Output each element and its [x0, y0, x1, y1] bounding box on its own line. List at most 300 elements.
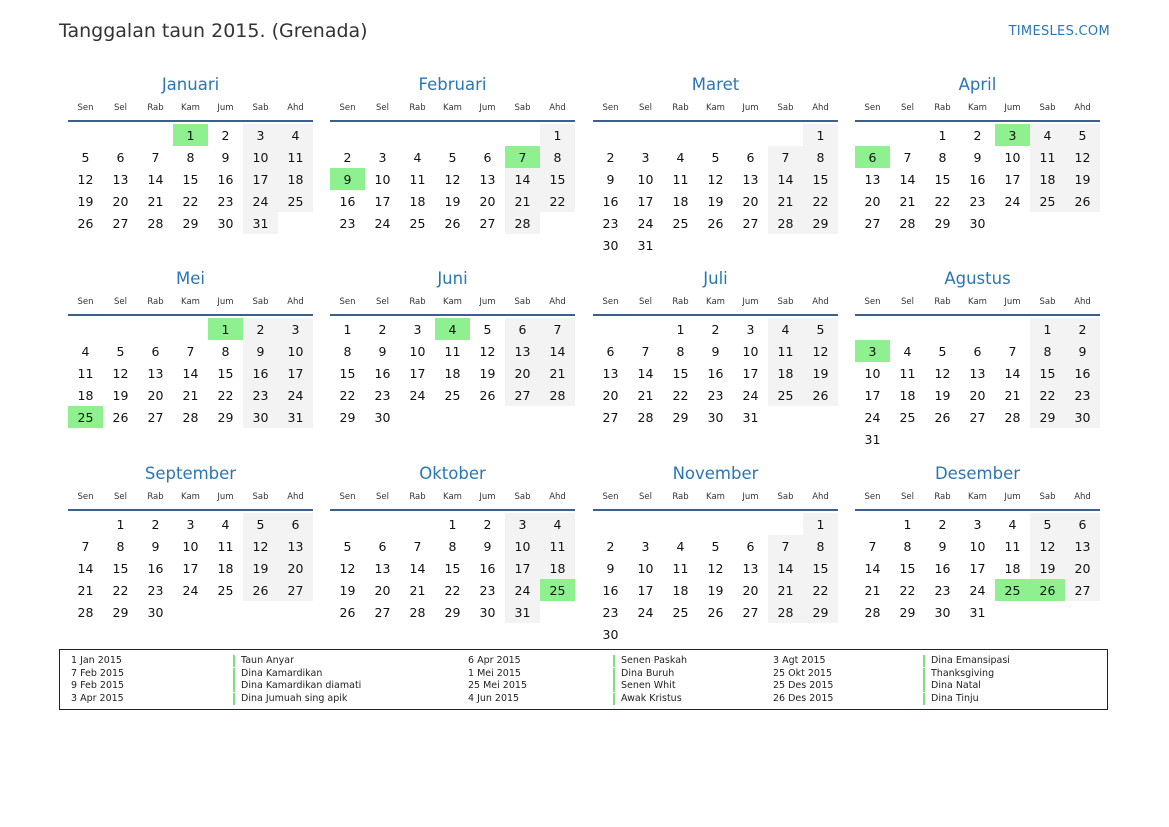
- day-cell: 6: [606, 343, 615, 359]
- empty-cell: [103, 124, 138, 146]
- day-cell: 28: [637, 409, 654, 425]
- day-cell: 6: [483, 149, 492, 165]
- day-cell: 7: [768, 535, 803, 557]
- month-name: Maret: [691, 75, 740, 94]
- weekday-label: Kam: [181, 297, 200, 307]
- day-cell: 5: [116, 343, 125, 359]
- day-cell: 3: [505, 513, 540, 535]
- day-cell: 31: [742, 409, 759, 425]
- day-cell: 7: [768, 146, 803, 168]
- day-cell: 13: [112, 171, 129, 187]
- month-oktober: [330, 463, 575, 623]
- empty-cell: [890, 124, 925, 146]
- weekday-label: Sel: [376, 103, 389, 113]
- day-cell: 8: [938, 149, 947, 165]
- day-cell: 29: [339, 409, 356, 425]
- day-cell: 14: [540, 340, 575, 362]
- day-cell: 4: [676, 149, 685, 165]
- day-cell: 30: [707, 409, 724, 425]
- weekday-header: [330, 490, 575, 511]
- day-cell: 30: [374, 409, 391, 425]
- site-link[interactable]: TIMESLES.COM: [1008, 24, 1110, 39]
- empty-cell: [138, 318, 173, 340]
- weekday-label: Sel: [901, 297, 914, 307]
- day-cell: 31: [278, 406, 313, 428]
- day-cell: 16: [243, 362, 278, 384]
- day-cell: 8: [448, 538, 457, 554]
- weekday-label: Kam: [968, 297, 987, 307]
- day-cell: 21: [899, 193, 916, 209]
- day-cell: 17: [409, 365, 426, 381]
- day-cell: 26: [77, 215, 94, 231]
- weekday-label: Kam: [443, 297, 462, 307]
- day-cell: 22: [217, 387, 234, 403]
- weekday-label: Sen: [602, 492, 619, 502]
- weekday-label: Sab: [777, 492, 794, 502]
- weekday-label: Sel: [376, 297, 389, 307]
- day-cell: 3: [641, 149, 650, 165]
- holiday-day-cell: 4: [435, 318, 470, 340]
- weekday-label: Kam: [706, 103, 725, 113]
- day-cell: 18: [77, 387, 94, 403]
- day-cell: 23: [479, 582, 496, 598]
- day-cell: 17: [742, 365, 759, 381]
- day-cell: 24: [243, 190, 278, 212]
- day-cell: 19: [1065, 168, 1100, 190]
- day-cell: 20: [969, 387, 986, 403]
- day-cell: 13: [1065, 535, 1100, 557]
- day-cell: 9: [151, 538, 160, 554]
- empty-cell: [663, 124, 698, 146]
- day-cell: 15: [934, 171, 951, 187]
- day-cell: 22: [112, 582, 129, 598]
- day-cell: 21: [864, 582, 881, 598]
- day-cell: 27: [602, 409, 619, 425]
- day-cell: 29: [934, 215, 951, 231]
- day-cell: 2: [606, 149, 615, 165]
- day-cell: 19: [934, 387, 951, 403]
- empty-cell: [400, 124, 435, 146]
- day-cell: 4: [540, 513, 575, 535]
- day-cell: 17: [1004, 171, 1021, 187]
- day-cell: 25: [217, 582, 234, 598]
- weekday-header: [330, 101, 575, 122]
- day-cell: 31: [969, 604, 986, 620]
- day-cell: 19: [707, 193, 724, 209]
- day-grid: [855, 124, 1100, 234]
- day-cell: 16: [969, 171, 986, 187]
- day-cell: 18: [1030, 168, 1065, 190]
- empty-cell: [960, 318, 995, 340]
- day-cell: 25: [768, 384, 803, 406]
- day-cell: 3: [378, 149, 387, 165]
- day-cell: 1: [540, 124, 575, 146]
- day-cell: 4: [1008, 516, 1017, 532]
- day-cell: 28: [77, 604, 94, 620]
- empty-cell: [330, 513, 365, 535]
- weekday-label: Sen: [602, 103, 619, 113]
- day-cell: 13: [602, 365, 619, 381]
- day-cell: 14: [182, 365, 199, 381]
- empty-cell: [68, 513, 103, 535]
- day-cell: 8: [803, 146, 838, 168]
- day-grid: [593, 124, 838, 256]
- day-cell: 6: [278, 513, 313, 535]
- legend-holiday-name: Dina Jumuah sing apik: [233, 693, 361, 705]
- day-cell: 26: [934, 409, 951, 425]
- weekday-label: Sel: [376, 492, 389, 502]
- day-cell: 24: [969, 582, 986, 598]
- months-grid: [68, 74, 1101, 644]
- weekday-label: Sen: [339, 492, 356, 502]
- day-cell: 16: [217, 171, 234, 187]
- weekday-label: Kam: [181, 492, 200, 502]
- legend-holiday-name: Dina Natal: [923, 680, 1010, 692]
- day-cell: 9: [1065, 340, 1100, 362]
- day-cell: 14: [505, 168, 540, 190]
- holiday-day-cell: 1: [173, 124, 208, 146]
- day-cell: 30: [243, 406, 278, 428]
- day-cell: 26: [707, 604, 724, 620]
- weekday-label: Rab: [147, 492, 164, 502]
- day-cell: 21: [1004, 387, 1021, 403]
- day-cell: 2: [1065, 318, 1100, 340]
- day-cell: 10: [637, 560, 654, 576]
- empty-cell: [698, 124, 733, 146]
- day-cell: 28: [768, 601, 803, 623]
- weekday-header: [855, 101, 1100, 122]
- day-cell: 30: [602, 626, 619, 642]
- day-cell: 10: [864, 365, 881, 381]
- day-cell: 26: [339, 604, 356, 620]
- weekday-label: Sen: [864, 492, 881, 502]
- day-cell: 28: [147, 215, 164, 231]
- day-cell: 7: [540, 318, 575, 340]
- day-cell: 12: [339, 560, 356, 576]
- weekday-label: Jum: [217, 297, 234, 307]
- day-cell: 20: [479, 193, 496, 209]
- day-cell: 21: [182, 387, 199, 403]
- day-cell: 2: [711, 321, 720, 337]
- legend-names: [923, 655, 1010, 705]
- day-cell: 1: [803, 124, 838, 146]
- legend-dates: [773, 655, 833, 705]
- day-cell: 12: [803, 340, 838, 362]
- day-cell: 7: [81, 538, 90, 554]
- day-cell: 20: [602, 387, 619, 403]
- empty-cell: [435, 124, 470, 146]
- legend-date: 3 Agt 2015: [773, 655, 826, 666]
- weekday-label: Sab: [252, 492, 269, 502]
- day-cell: 28: [182, 409, 199, 425]
- month-november: [593, 463, 838, 645]
- day-cell: 30: [602, 237, 619, 253]
- day-cell: 13: [969, 365, 986, 381]
- day-cell: 9: [606, 171, 615, 187]
- empty-cell: [628, 513, 663, 535]
- day-cell: 12: [479, 343, 496, 359]
- day-cell: 18: [768, 362, 803, 384]
- day-cell: 14: [1004, 365, 1021, 381]
- day-cell: 5: [343, 538, 352, 554]
- day-cell: 6: [746, 538, 755, 554]
- weekday-label: Ahd: [1074, 297, 1091, 307]
- day-cell: 12: [243, 535, 278, 557]
- weekday-label: Sen: [339, 297, 356, 307]
- day-cell: 12: [112, 365, 129, 381]
- day-cell: 17: [637, 582, 654, 598]
- month-juli: [593, 268, 838, 428]
- legend-holiday-name: Dina Kamardikan diamati: [233, 680, 361, 692]
- weekday-label: Kam: [181, 103, 200, 113]
- day-cell: 10: [1004, 149, 1021, 165]
- month-maret: [593, 74, 838, 256]
- weekday-label: Kam: [706, 492, 725, 502]
- day-cell: 25: [409, 215, 426, 231]
- day-cell: 22: [803, 190, 838, 212]
- day-cell: 25: [672, 604, 689, 620]
- day-cell: 8: [540, 146, 575, 168]
- day-cell: 29: [899, 604, 916, 620]
- day-cell: 20: [147, 387, 164, 403]
- day-cell: 17: [969, 560, 986, 576]
- weekday-label: Jum: [479, 297, 496, 307]
- weekday-label: Ahd: [812, 103, 829, 113]
- weekday-label: Sel: [901, 103, 914, 113]
- day-cell: 19: [77, 193, 94, 209]
- day-cell: 27: [864, 215, 881, 231]
- day-cell: 10: [243, 146, 278, 168]
- day-cell: 2: [483, 516, 492, 532]
- weekday-label: Jum: [742, 103, 759, 113]
- weekday-label: Ahd: [549, 492, 566, 502]
- legend-date: 7 Feb 2015: [71, 667, 125, 679]
- day-cell: 2: [606, 538, 615, 554]
- legend-dates: [468, 655, 527, 705]
- weekday-label: Rab: [672, 103, 689, 113]
- day-cell: 18: [1004, 560, 1021, 576]
- day-cell: 17: [182, 560, 199, 576]
- day-cell: 14: [409, 560, 426, 576]
- day-cell: 1: [676, 321, 685, 337]
- day-cell: 1: [938, 127, 947, 143]
- empty-cell: [698, 513, 733, 535]
- day-cell: 17: [278, 362, 313, 384]
- empty-cell: [995, 318, 1030, 340]
- empty-cell: [768, 124, 803, 146]
- day-cell: 29: [444, 604, 461, 620]
- empty-cell: [890, 318, 925, 340]
- empty-cell: [173, 318, 208, 340]
- day-grid: [855, 513, 1100, 623]
- day-cell: 26: [444, 215, 461, 231]
- weekday-label: Sen: [77, 297, 94, 307]
- day-cell: 29: [672, 409, 689, 425]
- day-cell: 5: [1030, 513, 1065, 535]
- day-cell: 18: [217, 560, 234, 576]
- empty-cell: [925, 318, 960, 340]
- day-cell: 8: [676, 343, 685, 359]
- day-cell: 18: [540, 557, 575, 579]
- day-cell: 23: [934, 582, 951, 598]
- day-cell: 31: [864, 431, 881, 447]
- day-cell: 17: [637, 193, 654, 209]
- holiday-legend: [59, 649, 1108, 710]
- legend-date: 9 Feb 2015: [71, 680, 125, 692]
- day-cell: 3: [973, 516, 982, 532]
- legend-holiday-name: Senen Whit: [613, 680, 687, 692]
- day-cell: 5: [81, 149, 90, 165]
- day-cell: 6: [116, 149, 125, 165]
- empty-cell: [593, 124, 628, 146]
- empty-cell: [855, 513, 890, 535]
- weekday-label: Sel: [639, 103, 652, 113]
- day-cell: 8: [221, 343, 230, 359]
- day-cell: 15: [182, 171, 199, 187]
- day-cell: 6: [746, 149, 755, 165]
- day-cell: 21: [147, 193, 164, 209]
- empty-cell: [365, 124, 400, 146]
- legend-date: 26 Des 2015: [773, 692, 834, 704]
- empty-cell: [733, 513, 768, 535]
- legend-date: 1 Mei 2015: [468, 667, 521, 679]
- day-cell: 27: [147, 409, 164, 425]
- day-cell: 27: [112, 215, 129, 231]
- day-cell: 1: [343, 321, 352, 337]
- empty-cell: [138, 124, 173, 146]
- legend-date: 25 Okt 2015: [773, 667, 833, 679]
- day-cell: 26: [707, 215, 724, 231]
- day-cell: 11: [672, 560, 689, 576]
- day-cell: 21: [540, 362, 575, 384]
- day-cell: 23: [969, 193, 986, 209]
- day-cell: 3: [186, 516, 195, 532]
- day-cell: 13: [505, 340, 540, 362]
- holiday-day-cell: 6: [855, 146, 890, 168]
- day-cell: 20: [742, 582, 759, 598]
- weekday-label: Rab: [409, 297, 426, 307]
- day-cell: 27: [278, 579, 313, 601]
- day-cell: 1: [1030, 318, 1065, 340]
- holiday-day-cell: 9: [330, 168, 365, 190]
- empty-cell: [628, 124, 663, 146]
- day-cell: 4: [81, 343, 90, 359]
- day-cell: 30: [479, 604, 496, 620]
- weekday-label: Jum: [479, 103, 496, 113]
- day-cell: 28: [505, 212, 540, 234]
- weekday-label: Ahd: [1074, 492, 1091, 502]
- day-cell: 2: [378, 321, 387, 337]
- day-cell: 4: [413, 149, 422, 165]
- empty-cell: [68, 124, 103, 146]
- day-cell: 5: [938, 343, 947, 359]
- month-name: Agustus: [944, 269, 1011, 288]
- month-agustus: [855, 268, 1100, 450]
- day-cell: 22: [1030, 384, 1065, 406]
- day-cell: 23: [602, 604, 619, 620]
- day-cell: 15: [899, 560, 916, 576]
- day-cell: 14: [864, 560, 881, 576]
- day-cell: 21: [637, 387, 654, 403]
- legend-holiday-name: Senen Paskah: [613, 655, 687, 667]
- weekday-label: Sen: [864, 103, 881, 113]
- day-grid: [330, 513, 575, 623]
- day-cell: 24: [278, 384, 313, 406]
- empty-cell: [855, 124, 890, 146]
- day-cell: 25: [1030, 190, 1065, 212]
- weekday-label: Sen: [864, 297, 881, 307]
- day-cell: 7: [151, 149, 160, 165]
- day-cell: 28: [899, 215, 916, 231]
- day-cell: 10: [505, 535, 540, 557]
- day-cell: 24: [742, 387, 759, 403]
- day-cell: 4: [221, 516, 230, 532]
- day-grid: [593, 318, 838, 428]
- day-cell: 5: [711, 149, 720, 165]
- weekday-label: Sen: [77, 103, 94, 113]
- weekday-label: Sel: [639, 297, 652, 307]
- day-cell: 9: [606, 560, 615, 576]
- day-cell: 22: [182, 193, 199, 209]
- weekday-label: Ahd: [1074, 103, 1091, 113]
- day-cell: 6: [505, 318, 540, 340]
- day-cell: 12: [707, 171, 724, 187]
- month-juni: [330, 268, 575, 428]
- day-cell: 12: [1065, 146, 1100, 168]
- weekday-label: Sab: [514, 492, 531, 502]
- weekday-label: Rab: [672, 492, 689, 502]
- day-cell: 29: [217, 409, 234, 425]
- legend-holiday-name: Taun Anyar: [233, 655, 361, 667]
- day-cell: 28: [768, 212, 803, 234]
- day-cell: 7: [413, 538, 422, 554]
- day-cell: 9: [221, 149, 230, 165]
- day-cell: 19: [444, 193, 461, 209]
- day-cell: 22: [934, 193, 951, 209]
- day-cell: 8: [903, 538, 912, 554]
- day-cell: 12: [934, 365, 951, 381]
- day-cell: 29: [182, 215, 199, 231]
- weekday-label: Sab: [514, 297, 531, 307]
- day-cell: 8: [1030, 340, 1065, 362]
- day-cell: 5: [483, 321, 492, 337]
- month-name: Juli: [703, 269, 728, 288]
- weekday-label: Jum: [217, 103, 234, 113]
- day-cell: 26: [1065, 190, 1100, 212]
- day-cell: 25: [899, 409, 916, 425]
- day-cell: 24: [409, 387, 426, 403]
- day-cell: 16: [602, 193, 619, 209]
- day-cell: 1: [803, 513, 838, 535]
- day-cell: 16: [479, 560, 496, 576]
- day-cell: 16: [147, 560, 164, 576]
- day-cell: 21: [77, 582, 94, 598]
- weekday-label: Kam: [968, 103, 987, 113]
- weekday-header: [855, 295, 1100, 316]
- legend-holiday-name: Dina Kamardikan: [233, 668, 361, 680]
- weekday-header: [68, 295, 313, 316]
- day-cell: 4: [278, 124, 313, 146]
- empty-cell: [505, 124, 540, 146]
- day-cell: 20: [742, 193, 759, 209]
- day-cell: 16: [374, 365, 391, 381]
- day-cell: 20: [864, 193, 881, 209]
- weekday-label: Kam: [443, 492, 462, 502]
- day-cell: 13: [742, 560, 759, 576]
- day-cell: 24: [864, 409, 881, 425]
- weekday-label: Sab: [252, 297, 269, 307]
- weekday-label: Jum: [1004, 103, 1021, 113]
